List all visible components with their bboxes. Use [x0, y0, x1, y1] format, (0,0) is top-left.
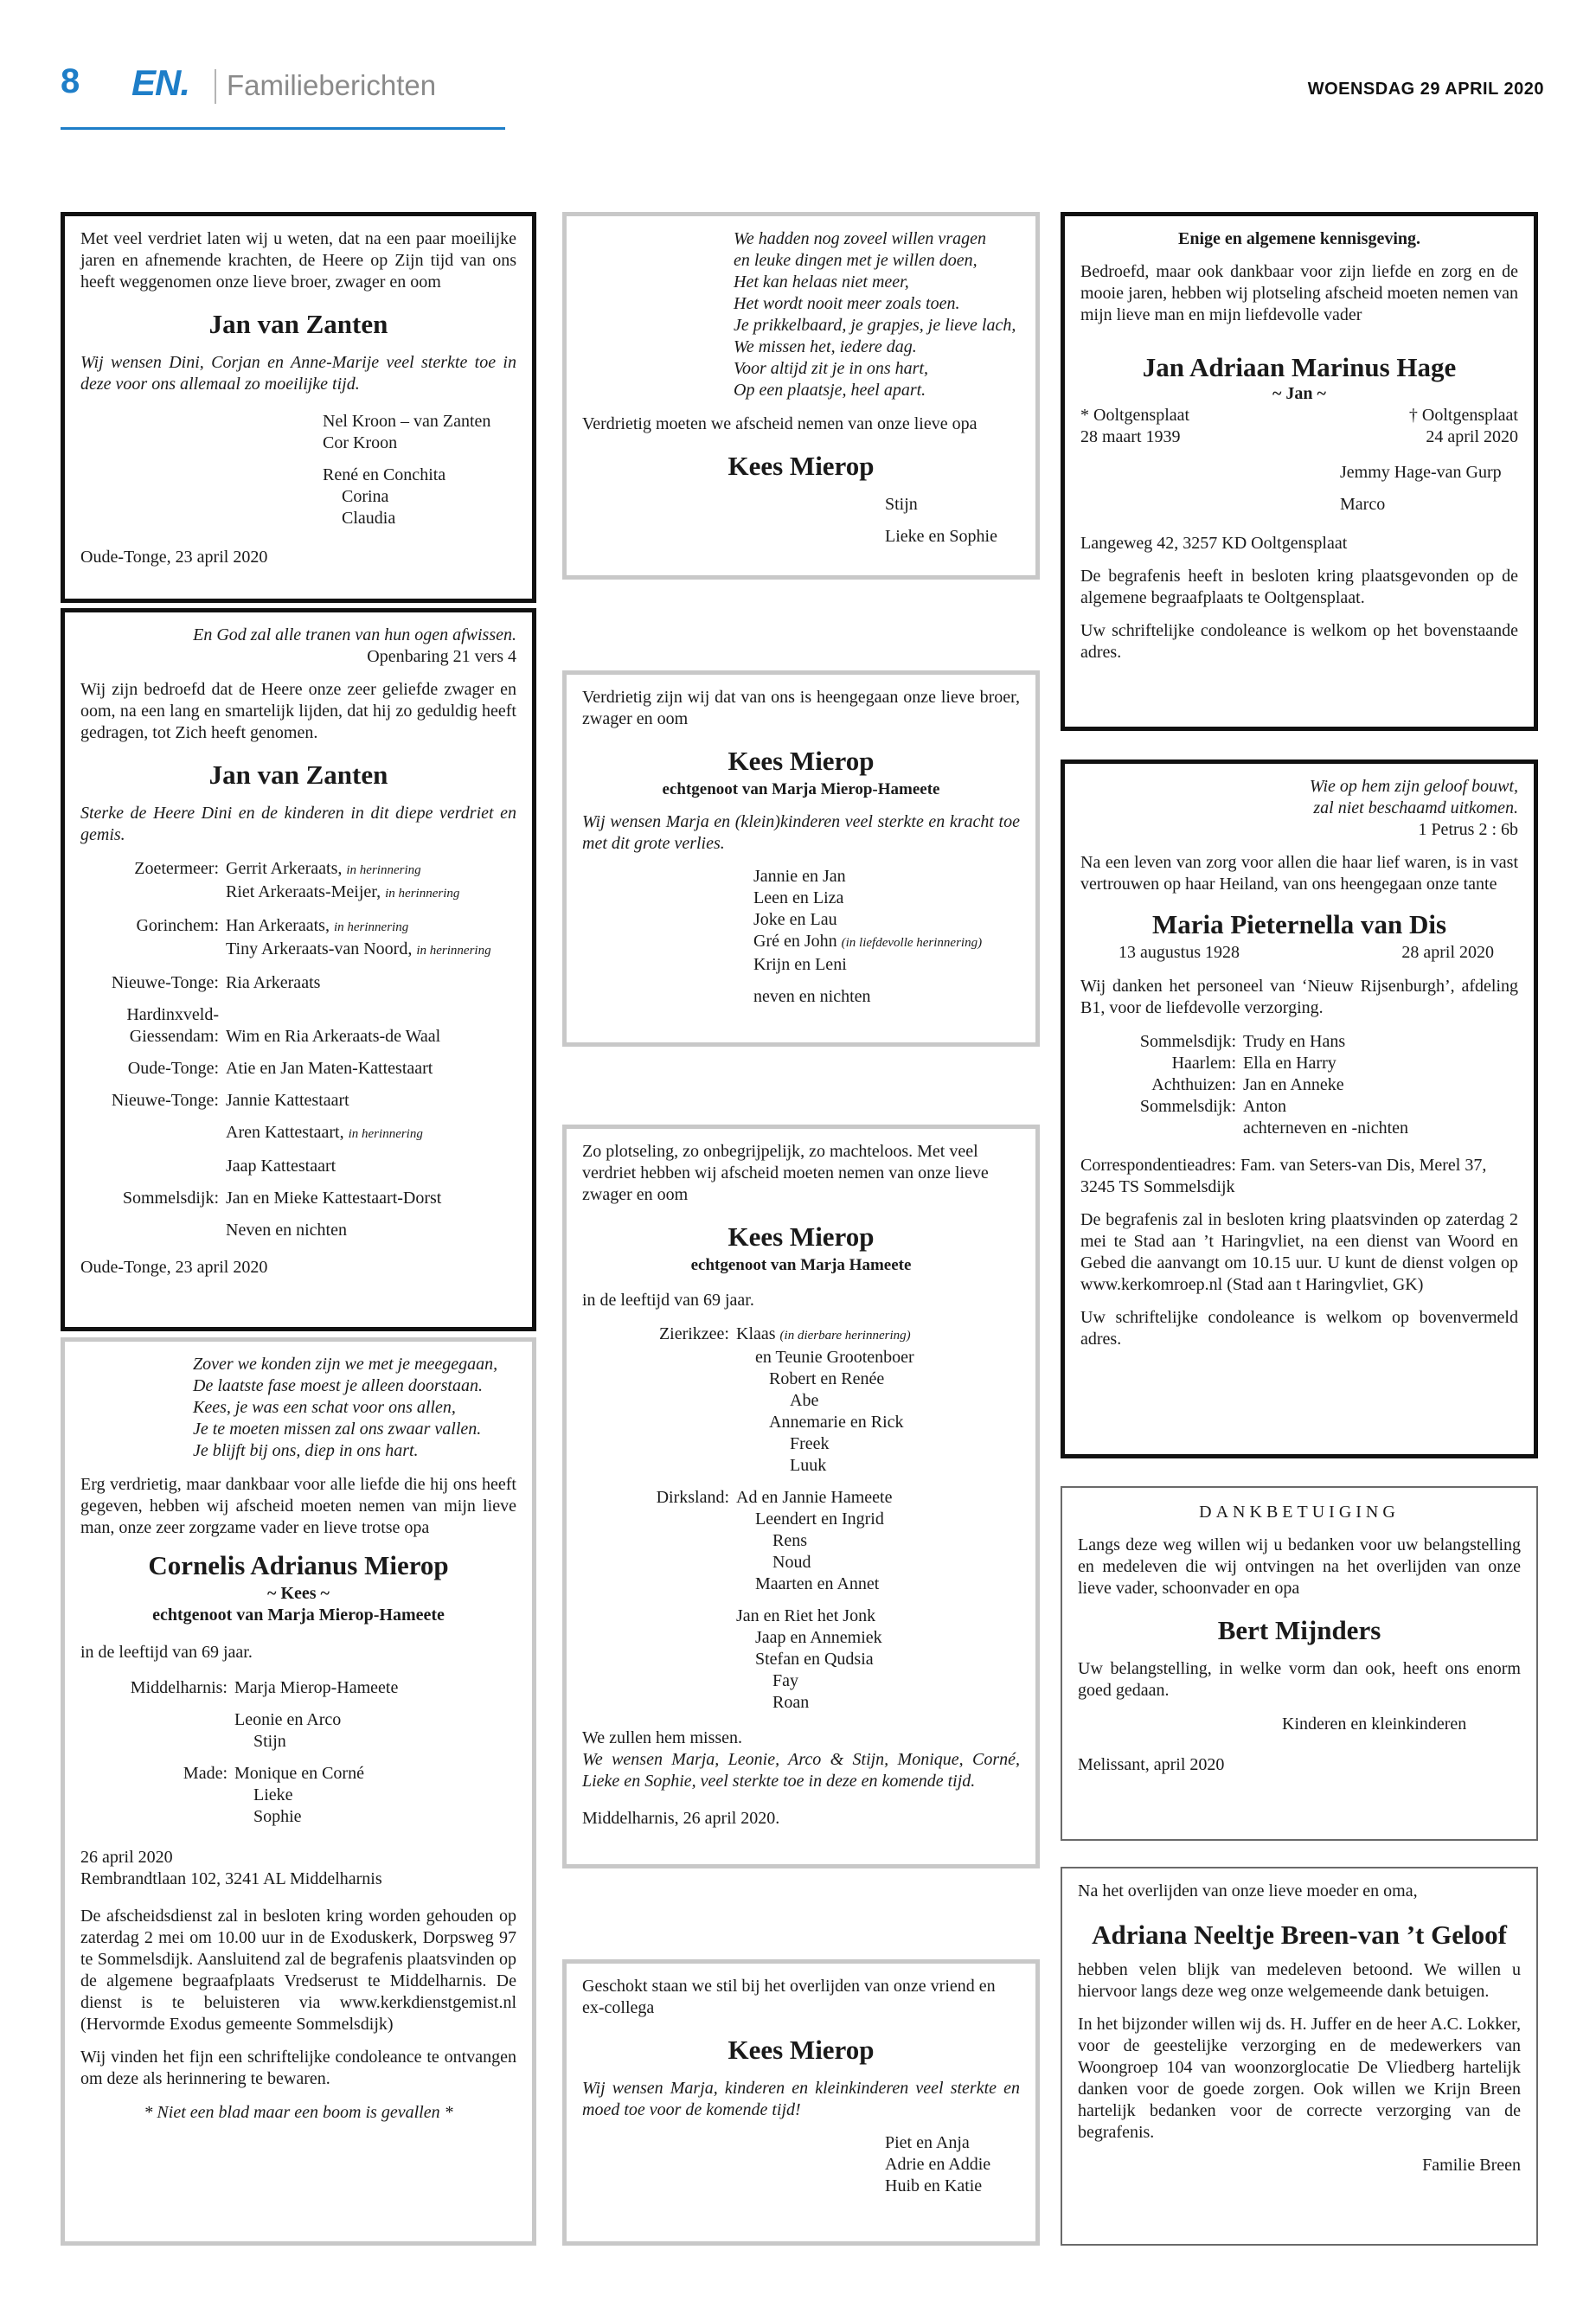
deceased-name: Bert Mijnders: [1217, 1615, 1381, 1645]
family-name: Stefan en Qudsia: [755, 1650, 874, 1669]
age-line: in de leeftijd van 69 jaar.: [582, 1291, 754, 1310]
family-name: en Teunie Grootenboer: [755, 1348, 914, 1367]
family-name: Abe: [790, 1391, 819, 1410]
newspaper-logo: EN.: [131, 62, 190, 103]
family-name: Sophie: [253, 1807, 302, 1826]
poem-line: Voor altijd zit je in ons hart,: [734, 359, 929, 378]
family-place: Zoetermeer:: [134, 859, 219, 878]
bible-reference: 1 Petrus 2 : 6b: [1418, 820, 1518, 839]
family-name: Ria Arkeraats: [226, 973, 321, 992]
signer: Huib en Katie: [885, 2176, 983, 2195]
page-header: [0, 0, 1596, 138]
poem: [582, 228, 1020, 401]
signer: Marco: [1340, 495, 1386, 514]
notice-intro: Verdrietig moeten we afscheid nemen van onze lieve opa: [582, 414, 977, 433]
address: Rembrandtlaan 102, 3241 AL Middelharnis: [80, 1869, 382, 1888]
notice-maria-van-dis: [1061, 760, 1538, 1458]
signer: Stijn: [885, 495, 918, 514]
family-group: [1080, 1096, 1518, 1118]
family-name: Klaas: [736, 1324, 776, 1343]
family-group: [80, 1677, 516, 1753]
signer: Joke en Lau: [753, 910, 837, 929]
funeral-info: De begrafenis heeft in besloten kring plaatsgevonden op de algemene begraafplaats te Ooltgensplaat.: [1080, 567, 1518, 607]
header-divider: [215, 69, 216, 104]
family-group: [1080, 1118, 1518, 1139]
notice-intro: Na het overlijden van onze lieve moeder en oma,: [1078, 1881, 1418, 1900]
issue-date: WOENSDAG 29 APRIL 2020: [1307, 80, 1544, 99]
family-name: Jannie Kattestaart: [226, 1091, 349, 1110]
funeral-info: De begrafenis zal in besloten kring plaatsvinden op zaterdag 2 mei te Stad aan ’t Haringvliet, na een dienst van Woord en Gebed die aanvangt om 10.15 uur. U kunt de dienst volgen op www.kerkomroep.nl (Stad aan t Haringvliet, GK): [1080, 1210, 1518, 1294]
deceased-nickname: ~ Kees ~: [267, 1584, 330, 1603]
notice-kees-mierop-vriend: [562, 1959, 1040, 2246]
poem-line: We hadden nog zoveel willen vragen: [734, 229, 986, 248]
family-name: Jan en Anneke: [1243, 1075, 1344, 1094]
address: Langeweg 42, 3257 KD Ooltgensplaat: [1080, 534, 1348, 553]
signer: Gré en John: [753, 932, 837, 951]
deceased-name: Cornelis Adrianus Mierop: [148, 1550, 449, 1580]
signer: Claudia: [342, 509, 396, 528]
family-place: Nieuwe-Tonge:: [111, 1091, 219, 1110]
signer: Corina: [342, 487, 389, 506]
family-name: Ella en Harry: [1243, 1054, 1336, 1073]
family-name: Lieke: [253, 1785, 293, 1804]
deceased-name: Maria Pieternella van Dis: [1151, 909, 1447, 939]
thanks: hebben velen blijk van medeleven betoond. We willen u hiervoor langs deze weg onze welgemeende dank betuigen.: [1078, 1960, 1521, 2001]
notice-title: DANKBETUIGING: [1199, 1503, 1400, 1522]
notice-intro: Geschokt staan we stil bij het overlijden van onze vriend en ex-collega: [582, 1977, 996, 2017]
family-name: Maarten en Annet: [755, 1574, 880, 1593]
notice-jan-hage: [1061, 212, 1538, 731]
thanks: Wij danken het personeel van ‘Nieuw Rijsenburgh’, afdeling B1, voor de liefdevolle verzorging.: [1080, 977, 1518, 1017]
poem-line: Het kan helaas niet meer,: [734, 272, 909, 292]
family-group: [80, 1156, 516, 1177]
service-info: De afscheidsdienst zal in besloten kring worden gehouden op zaterdag 2 mei om 10.00 uur in de Exoduskerk, Dorpsweg 97 te Sommelsdijk. Aansluitend zal de begrafenis plaatsvinden op de algemene begraafplaats Vredserust te Middelharnis. De dienst is te beluisteren via www.kerkdienstgemist.nl (Hervormde Exodus gemeente Sommelsdijk): [80, 1907, 516, 2034]
notice-intro: Na een leven van zorg voor allen die haar lief waren, is in vast vertrouwen op haar Heiland, van ons heengegaan onze tante: [1080, 853, 1518, 894]
family-name: Han Arkeraats,: [226, 916, 330, 935]
notice-intro: Erg verdrietig, maar dankbaar voor alle liefde die hij ons heeft gegeven, hebben wij afscheid moeten nemen van mijn lieve man, onze zeer zorgzame vader en lieve trotse opa: [80, 1475, 516, 1537]
place-date: Melissant, april 2020: [1078, 1755, 1225, 1774]
signer: Piet en Anja: [885, 2133, 970, 2152]
spouse-line: echtgenoot van Marja Hameete: [690, 1256, 912, 1274]
family-group: [582, 1324, 1020, 1477]
life-dates: [1080, 942, 1518, 964]
family-group: [80, 915, 516, 962]
family-name: Jan en Riet het Jonk: [736, 1606, 876, 1625]
family-group: [80, 858, 516, 905]
family-group: [80, 1763, 516, 1828]
family-group: [1080, 1031, 1518, 1053]
bible-quote: En God zal alle tranen van hun ogen afwissen.: [193, 625, 516, 644]
poem-line: We missen het, iedere dag.: [734, 337, 917, 356]
spouse-line: echtgenoot van Marja Mierop-Hameete: [152, 1606, 445, 1625]
age-line: in de leeftijd van 69 jaar.: [80, 1643, 253, 1662]
notice-intro: Bedroefd, maar ook dankbaar voor zijn liefde en zorg en de mooie jaren, hebben wij plotseling afscheid moeten nemen van mijn lieve man en mijn liefdevolle vader: [1080, 262, 1518, 324]
family-name: Tiny Arkeraats-van Noord,: [226, 939, 413, 958]
thanks: In het bijzonder willen wij ds. H. Juffer en de heer A.C. Lokker, voor de geestelijke verzorging en de medewerkers van Woongroep 104 van woonzorglocatie De Vliedberg hartelijk danken voor de goede zorgen. Ook willen we Krijn Breen hartelijk bedanken voor de correcte verzorging van de begrafenis.: [1078, 2015, 1521, 2142]
family-place: Haarlem:: [1171, 1054, 1236, 1073]
birth-date: 28 maart 1939: [1080, 427, 1181, 446]
poem-line: Zover we konden zijn we met je meegegaan,: [193, 1355, 498, 1374]
poem-line: Je te moeten missen zal ons zwaar vallen.: [193, 1420, 482, 1439]
family-name: Trudy en Hans: [1243, 1032, 1346, 1051]
memory-note: in herinnering: [385, 887, 460, 901]
family-name: Monique en Corné: [234, 1764, 364, 1783]
family-name: Leendert en Ingrid: [755, 1509, 884, 1529]
family-name: Freek: [790, 1434, 830, 1453]
signer: Jannie en Jan: [753, 867, 846, 886]
death-date: 28 april 2020: [1401, 943, 1494, 962]
family-place: Dirksland:: [656, 1488, 729, 1507]
page-number: 8: [61, 62, 80, 100]
notice-intro: Langs deze weg willen wij u bedanken voor uw belangstelling en medeleven die wij ontvingen na het overlijden van onze lieve vader, schoonvader en opa: [1078, 1535, 1521, 1598]
family-name: Leonie en Arco: [234, 1710, 342, 1729]
family-name: Wim en Ria Arkeraats-de Waal: [226, 1027, 441, 1046]
place-date: Oude-Tonge, 23 april 2020: [80, 548, 268, 567]
family-group: [80, 1122, 516, 1145]
signer: Kinderen en kleinkinderen: [1282, 1715, 1467, 1734]
poem-line: Het wordt nooit meer zoals toen.: [734, 294, 960, 313]
notice-kees-mierop-broer: [562, 670, 1040, 1047]
memory-note: in herinnering: [348, 1127, 423, 1141]
notice-title: Enige en algemene kennisgeving.: [1177, 229, 1420, 248]
memory-note: in herinnering: [346, 863, 421, 877]
notice-wish: Wij wensen Marja en (klein)kinderen veel sterkte en kracht toe met dit grote verlies.: [582, 812, 1020, 853]
deceased-name: Jan van Zanten: [208, 760, 388, 790]
notice-dankbetuiging-mijnders: [1061, 1486, 1538, 1841]
family-name: Jan en Mieke Kattestaart-Dorst: [226, 1189, 442, 1208]
notice-wish: Sterke de Heere Dini en de kinderen in dit diepe verdriet en gemis.: [80, 804, 516, 844]
family-group: [80, 1220, 516, 1241]
family-name: Annemarie en Rick: [769, 1413, 904, 1432]
family-name: Riet Arkeraats-Meijer,: [226, 882, 381, 901]
signers: [582, 866, 1020, 1008]
notice-jan-van-zanten-2: [61, 608, 536, 1331]
notice-intro: Verdrietig zijn wij dat van ons is heengegaan onze lieve broer, zwager en oom: [582, 688, 1020, 728]
family-group: [80, 1058, 516, 1080]
condolence: Uw schriftelijke condoleance is welkom op het bovenstaande adres.: [1080, 621, 1518, 662]
notice-kees-mierop-zwager: [562, 1125, 1040, 1868]
family-name: Luuk: [790, 1456, 827, 1475]
signer: Adrie en Addie: [885, 2155, 991, 2174]
footer-quote: * Niet een blad maar een boom is gevallen *: [144, 2103, 453, 2122]
family-place: Middelharnis:: [130, 1678, 228, 1697]
signer: Cor Kroon: [323, 433, 398, 452]
signers: [80, 411, 516, 529]
signers: [582, 2132, 1020, 2197]
family-name: Anton: [1243, 1097, 1286, 1116]
birth-place: * Ooltgensplaat: [1080, 406, 1190, 425]
family-name: Marja Mierop-Hameete: [234, 1678, 399, 1697]
signer: neven en nichten: [753, 987, 871, 1006]
thanks: Uw belangstelling, in welke vorm dan ook, heeft ons enorm goed gedaan.: [1078, 1659, 1521, 1700]
memory-note: in herinnering: [333, 920, 409, 934]
family-name: Jaap en Annemiek: [755, 1628, 882, 1647]
family-group: [80, 972, 516, 994]
family-place: Zierikzee:: [658, 1324, 729, 1343]
notice-dankbetuiging-breen: [1061, 1867, 1538, 2246]
place-date: Middelharnis, 26 april 2020.: [582, 1809, 780, 1828]
poem-line: Je prikkelbaard, je grapjes, je lieve lach,: [734, 316, 1016, 335]
family-name: Jaap Kattestaart: [226, 1157, 337, 1176]
family-name: Neven en nichten: [226, 1221, 347, 1240]
deceased-name: Adriana Neeltje Breen-van ’t Geloof: [1092, 1920, 1507, 1950]
correspondence: Correspondentieadres: Fam. van Seters-van Dis, Merel 37, 3245 TS Sommelsdijk: [1080, 1156, 1487, 1196]
family-group: [1080, 1053, 1518, 1074]
family-group: [80, 1004, 516, 1048]
family-name: Rens: [772, 1531, 807, 1550]
poem-line: en leuke dingen met je willen doen,: [734, 251, 977, 270]
signers: [582, 494, 1020, 548]
place-date: Oude-Tonge, 23 april 2020: [80, 1258, 268, 1277]
signer: Krijn en Leni: [753, 955, 847, 974]
deceased-nickname: ~ Jan ~: [1272, 384, 1326, 403]
poem: [80, 1354, 516, 1462]
signer: Familie Breen: [1422, 2156, 1521, 2175]
closing-line: We zullen hem missen.: [582, 1728, 743, 1747]
header-rule: [61, 127, 505, 130]
notice-date: 26 april 2020: [80, 1848, 173, 1867]
condolence: Wij vinden het fijn een schriftelijke condoleance te ontvangen om deze als herinnering te bewaren.: [80, 2048, 516, 2088]
poem-line: Op een plaatsje, heel apart.: [734, 381, 926, 400]
family-name: Stijn: [253, 1732, 286, 1751]
family-name: achterneven en -nichten: [1243, 1118, 1409, 1138]
family-place: Giessendam:: [129, 1027, 219, 1046]
death-date: 24 april 2020: [1426, 427, 1518, 446]
death-place: † Ooltgensplaat: [1408, 406, 1518, 425]
family-place: Sommelsdijk:: [1139, 1097, 1236, 1116]
signer: Jemmy Hage-van Gurp: [1340, 463, 1502, 482]
family-place: Gorinchem:: [136, 916, 219, 935]
notice-intro: Zo plotseling, zo onbegrijpelijk, zo machteloos. Met veel verdriet hebben wij afscheid moeten nemen van onze lieve zwager en oom: [582, 1142, 989, 1204]
family-group: [582, 1487, 1020, 1714]
spouse-line: echtgenoot van Marja Mierop-Hameete: [662, 780, 940, 798]
signer: Leen en Liza: [753, 888, 844, 907]
family-place: Hardinxveld-: [126, 1005, 219, 1024]
family-name: Noud: [772, 1553, 811, 1572]
notice-intro: Wij zijn bedroefd dat de Heere onze zeer geliefde zwager en oom, na een lang en smartelijk lijden, dat hij zo geduldig heeft gedragen, tot Zich heeft genomen.: [80, 680, 516, 742]
condolence: Uw schriftelijke condoleance is welkom op bovenvermeld adres.: [1080, 1308, 1518, 1349]
family-name: Gerrit Arkeraats,: [226, 859, 343, 878]
poem-line: Je blijft bij ons, diep in ons hart.: [193, 1441, 419, 1460]
family-name: Aren Kattestaart,: [226, 1123, 344, 1142]
notice-jan-van-zanten-1: [61, 212, 536, 603]
memory-note: in herinnering: [416, 944, 491, 958]
family-group: [80, 1090, 516, 1112]
family-name: Atie en Jan Maten-Kattestaart: [226, 1059, 433, 1078]
deceased-name: Kees Mierop: [727, 746, 875, 776]
family-group: [80, 1188, 516, 1209]
poem-line: De laatste fase moest je alleen doorstaan.: [193, 1376, 483, 1395]
life-dates: [1080, 405, 1518, 448]
deceased-name: Kees Mierop: [727, 2035, 875, 2065]
signer: René en Conchita: [323, 465, 446, 484]
birth-date: 13 augustus 1928: [1118, 943, 1240, 962]
bible-quote: Wie op hem zijn geloof bouwt,: [1309, 777, 1518, 796]
bible-reference: Openbaring 21 vers 4: [367, 647, 516, 666]
family-place: Achthuizen:: [1151, 1075, 1236, 1094]
notice-cornelis-mierop: [61, 1337, 536, 2246]
signer: Nel Kroon – van Zanten: [323, 412, 491, 431]
memory-note: (in dierbare herinnering): [779, 1329, 911, 1343]
family-place: Made:: [183, 1764, 228, 1783]
signers: [1080, 462, 1518, 516]
family-name: Roan: [772, 1693, 810, 1712]
signer: Lieke en Sophie: [885, 527, 997, 546]
poem-line: Kees, je was een schat voor ons allen,: [193, 1398, 456, 1417]
family-name: Robert en Renée: [769, 1369, 885, 1388]
deceased-name: Jan van Zanten: [208, 309, 388, 339]
deceased-name: Kees Mierop: [727, 451, 875, 481]
family-place: Nieuwe-Tonge:: [111, 973, 219, 992]
family-place: Oude-Tonge:: [127, 1059, 219, 1078]
family-place: Sommelsdijk:: [1139, 1032, 1236, 1051]
family-group: [1080, 1074, 1518, 1096]
family-place: Sommelsdijk:: [122, 1189, 219, 1208]
notice-wish: Wij wensen Dini, Corjan en Anne-Marije veel sterkte toe in deze voor ons allemaal zo moeilijke tijd.: [80, 353, 516, 394]
section-title: Familieberichten: [227, 69, 437, 101]
family-name: Fay: [772, 1671, 798, 1690]
bible-quote: zal niet beschaamd uitkomen.: [1313, 798, 1518, 817]
notice-wish: We wensen Marja, Leonie, Arco & Stijn, Monique, Corné, Lieke en Sophie, veel sterkte toe in deze en komende tijd.: [582, 1750, 1020, 1791]
deceased-name: Jan Adriaan Marinus Hage: [1142, 352, 1457, 382]
family-list: [1080, 1031, 1518, 1139]
family-name: Ad en Jannie Hameete: [736, 1488, 893, 1507]
deceased-name: Kees Mierop: [727, 1221, 875, 1252]
memory-note: (in liefdevolle herinnering): [841, 936, 983, 950]
notice-kees-mierop-opa: [562, 212, 1040, 580]
notice-intro: Met veel verdriet laten wij u weten, dat na een paar moeilijke jaren en afnemende krachten, de Heere op Zijn tijd van ons heeft weggenomen onze lieve broer, zwager en oom: [80, 229, 516, 292]
notice-wish: Wij wensen Marja, kinderen en kleinkinderen veel sterkte en moed toe voor de komende tijd!: [582, 2079, 1020, 2119]
